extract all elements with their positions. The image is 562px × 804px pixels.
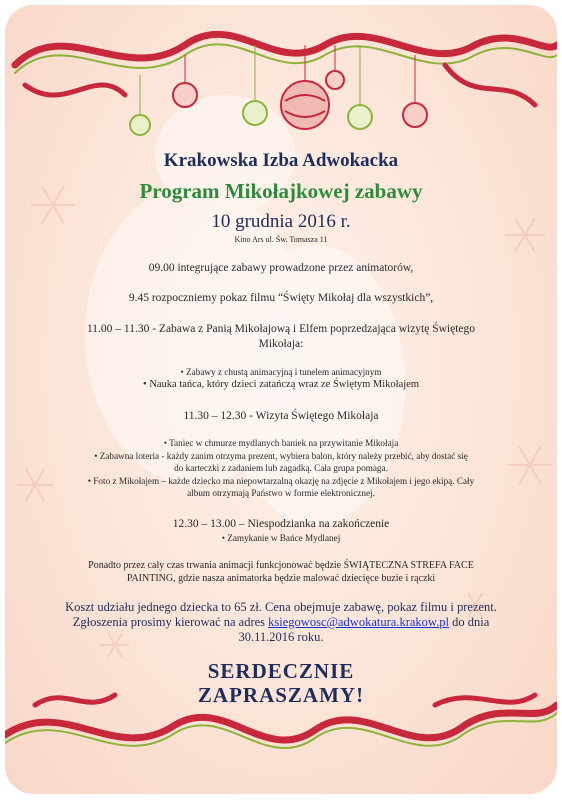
list-item: • Foto z Mikołajem – każde dziecko ma niepowtarzalną okazję na zdjęcie z Mikołajem i jego ekipą. Cały [87, 476, 475, 486]
registration-text: Zgłoszenia prosimy kierować na adres [72, 615, 269, 629]
schedule-item-3-cont: Mikołaja: [258, 338, 304, 350]
registration-deadline-text: do dnia [448, 615, 490, 629]
schedule-item-5: 12.30 – 13.00 – Niespodzianka na zakończenie [172, 518, 390, 530]
schedule-item-3: 11.00 – 11.30 - Zabawa z Panią Mikołajową i Elfem poprzedzająca wizytę Świętego [86, 323, 476, 335]
program-title: Program Mikołajkowej zabawy [139, 179, 423, 203]
organization-title: Krakowska Izba Adwokacka [163, 150, 399, 171]
list-item: • Zabawy z chustą animacyjną i tunelem animacyjnym [180, 367, 382, 377]
venue: Kino Ars ul. Św. Tomasza 11 [234, 235, 328, 244]
list-item: • Zabawna loteria - każdy zanim otrzyma prezent, wybiera balon, który należy przebić, aby dostać się [94, 451, 468, 461]
deadline-date: 30.11.2016 roku. [238, 630, 324, 644]
schedule-item-2: 9.45 rozpoczniemy pokaz filmu “Święty Mikołaj dla wszystkich”, [128, 292, 434, 304]
list-item: • Nauka tańca, który dzieci zatańczą wraz ze Świętym Mikołajem [143, 379, 419, 390]
list-item: do karteczki z zadaniem lub zagadką. Cała grupa pomaga. [174, 463, 388, 473]
flyer-page [5, 5, 557, 794]
event-date: 10 grudnia 2016 r. [211, 211, 351, 232]
list-item: album otrzymają Państwo w formie elektronicznej. [187, 488, 375, 498]
cost-line: Koszt udziału jednego dziecka to 65 zł. Cena obejmuje zabawę, pokaz filmu i prezent. [65, 600, 497, 614]
list-item: • Zamykanie w Bańce Mydlanej [221, 533, 341, 543]
face-painting-note: Ponadto przez cały czas trwania animacji funkcjonować będzie ŚWIĄTECZNA STREFA FACE [88, 560, 474, 571]
registration-line [15, 615, 547, 630]
email-link[interactable]: ksiegowosc@adwokatura.krakow.pl [268, 615, 449, 629]
list-item: • Taniec w chmurze mydlanych baniek na przywitanie Mikołaja [163, 438, 399, 448]
invitation-line-1: SERDECZNIE [207, 659, 355, 683]
schedule-item-1: 09.00 integrujące zabawy prowadzone przez animatorów, [148, 262, 414, 274]
face-painting-note-cont: PAINTING, gdzie nasza animatorka będzie malować dziecięce buzie i rączki [126, 573, 436, 584]
invitation-line-2: ZAPRASZAMY! [197, 683, 365, 707]
cost-info [15, 600, 547, 645]
schedule-item-4: 11.30 – 12.30 - Wizyta Świętego Mikołaja [183, 410, 379, 422]
